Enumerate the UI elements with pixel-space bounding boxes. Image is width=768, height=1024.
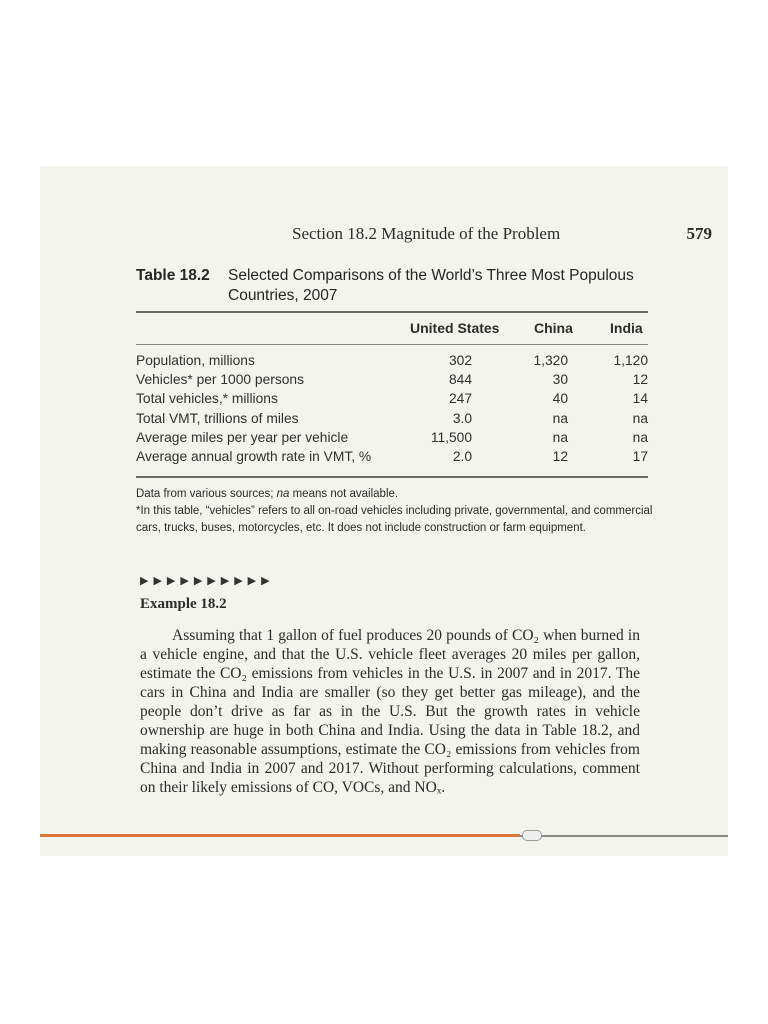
arrow-marker-row: ▶▶▶▶▶▶▶▶▶▶ — [140, 574, 275, 587]
cell-india: 14 — [632, 391, 648, 407]
cell-india: na — [632, 410, 648, 426]
table-row — [136, 409, 648, 428]
cell-china: na — [552, 410, 568, 426]
cell-us: 844 — [448, 372, 472, 388]
cell-us: 11,500 — [430, 429, 472, 445]
cell-us: 247 — [448, 391, 472, 407]
table-header-rule — [136, 344, 648, 345]
cell-china: na — [552, 429, 568, 445]
textbook-page — [40, 166, 728, 856]
running-header — [292, 224, 712, 244]
table-row — [136, 370, 648, 389]
page-number: 579 — [686, 224, 712, 243]
cell-india: 12 — [632, 372, 648, 388]
section-title: Section 18.2 Magnitude of the Problem — [292, 224, 561, 243]
source-note: Data from various sources; na means not available. — [136, 488, 399, 500]
cell-us: 2.0 — [452, 449, 472, 465]
cell-india: 1,120 — [613, 353, 648, 368]
table-row — [136, 447, 648, 466]
table-title: Selected Comparisons of the World’s Three Most Populous Countries, 2007 — [228, 267, 634, 304]
vehicle-footnote: *In this table, “vehicles” refers to all on-road vehicles including private, governmental, and commercial cars, trucks, buses, motorcycles, etc. It does not include construction or farm equipment. — [136, 505, 653, 534]
example-label: Example 18.2 — [140, 596, 227, 612]
cell-china: 12 — [552, 449, 568, 465]
table-bottom-rule — [136, 476, 648, 478]
table-notes — [136, 486, 676, 537]
cell-us: 3.0 — [452, 410, 472, 426]
column-header-us: United States — [410, 320, 500, 336]
row-label: Average miles per year per vehicle — [136, 429, 349, 445]
progress-track — [520, 835, 728, 837]
example-text: Assuming that 1 gallon of fuel produces 20 pounds of CO₂ when burned in a vehicle engine, and that the U.S. vehicle fleet averages 20 miles per gallon, estimate the CO₂ emissions from vehicles in the U.S. in 2007 and in 2017. The cars in China and India are smaller (so they get better gas mileage), and the people don’t drive as far as in the U.S. But the growth rates in vehicle ownership are huge in both China and India. Using the data in Table 18.2, and making reasonable assumptions, estimate the CO₂ emissions from vehicles from China and India in 2007 and 2017. Without performing calculations, comment on their likely emissions of CO, VOCs, and NOₓ. — [140, 627, 640, 796]
row-label: Total VMT, trillions of miles — [136, 410, 299, 426]
cell-china: 1,320 — [533, 353, 568, 368]
row-label: Average annual growth rate in VMT, % — [136, 449, 372, 465]
table-top-rule — [136, 311, 648, 313]
table-caption — [136, 266, 656, 306]
progress-handle[interactable] — [522, 830, 542, 841]
comparison-table — [136, 351, 648, 466]
table-row — [136, 428, 648, 447]
table-row — [136, 389, 648, 408]
row-label: Total vehicles,* millions — [136, 391, 278, 407]
column-header-china: China — [534, 320, 573, 336]
column-header-india: India — [610, 320, 643, 336]
cell-china: 30 — [552, 372, 568, 388]
cell-us: 302 — [448, 353, 472, 368]
progress-fill — [40, 834, 520, 837]
cell-india: na — [632, 429, 648, 445]
cell-india: 17 — [632, 449, 648, 465]
row-label: Vehicles* per 1000 persons — [136, 372, 304, 388]
cell-china: 40 — [552, 391, 568, 407]
table-label: Table 18.2 — [136, 267, 210, 284]
row-label: Population, millions — [136, 353, 255, 368]
table-row — [136, 351, 648, 370]
